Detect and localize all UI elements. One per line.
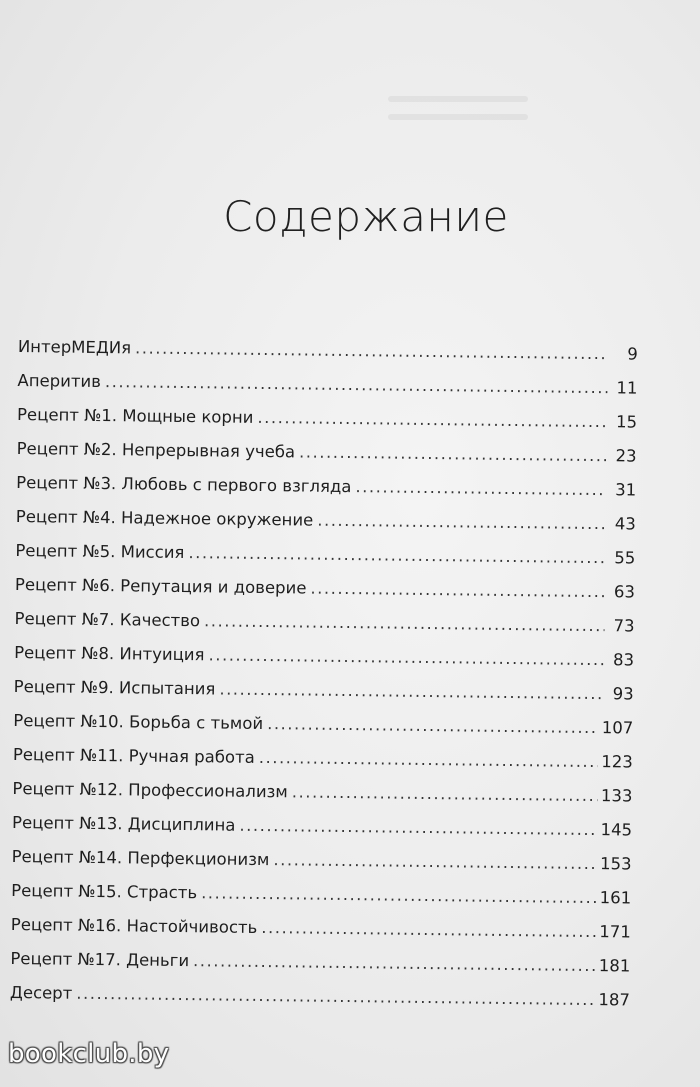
toc-entry-page-number: 133: [600, 786, 633, 806]
watermark: bookclub.by: [8, 1039, 170, 1069]
toc-leader-dots: [188, 543, 605, 567]
toc-entry-page-number: 161: [599, 888, 632, 908]
toc-entry-label: Рецепт №9. Испытания: [13, 676, 216, 699]
toc-leader-dots: [135, 338, 608, 363]
toc-entry-label: Рецепт №8. Интуиция: [14, 642, 205, 665]
toc-leader-dots: [267, 714, 598, 737]
toc-entry-page-number: 73: [613, 616, 635, 636]
toc-leader-dots: [219, 679, 604, 703]
toc-leader-dots: [201, 883, 596, 907]
toc-entry-page-number: 145: [600, 820, 633, 840]
toc-entry-page-number: 55: [614, 548, 636, 568]
toc-entry-label: Десерт: [9, 982, 73, 1003]
toc-leader-dots: [208, 645, 604, 669]
toc-leader-dots: [261, 918, 595, 941]
toc-entry-page-number: 181: [598, 956, 631, 976]
toc-leader-dots: [257, 408, 607, 431]
toc-entry-label: Рецепт №4. Надежное окружение: [15, 506, 314, 530]
toc-entry-label: Рецепт №6. Репутация и доверие: [14, 574, 307, 598]
toc-entry-page-number: 15: [615, 412, 638, 432]
toc-entry-label: ИнтерМЕДИя: [17, 337, 132, 358]
toc-entry-label: Рецепт №13. Дисциплина: [11, 812, 236, 835]
toc-entry-page-number: 9: [627, 344, 638, 364]
toc-entry-label: Рецепт №2. Непрерывная учеба: [16, 438, 296, 462]
toc-entry-label: Рецепт №16. Настойчивость: [10, 914, 258, 937]
toc-leader-dots: [273, 850, 596, 873]
toc-leader-dots: [310, 579, 605, 602]
toc-entry-page-number: 107: [601, 718, 634, 738]
toc-entry-label: Рецепт №15. Страсть: [11, 880, 198, 903]
toc-leader-dots: [259, 748, 598, 771]
toc-leader-dots: [355, 477, 606, 499]
toc-leader-dots: [292, 782, 597, 805]
toc-entry-page-number: 93: [612, 684, 634, 704]
show-through-text: [388, 96, 528, 136]
toc-leader-dots: [239, 816, 596, 839]
toc-entry-page-number: 31: [615, 480, 637, 500]
toc-entry-label: Рецепт №17. Деньги: [10, 948, 190, 971]
toc-entry-page-number: 43: [614, 514, 636, 534]
toc-entry-page-number: 23: [615, 446, 637, 466]
toc-entry-label: Рецепт №1. Мощные корни: [16, 404, 254, 427]
toc-entry-label: Рецепт №12. Профессионализм: [12, 778, 288, 802]
toc-entry-label: Рецепт №14. Перфекционизм: [11, 846, 270, 870]
toc-entry-label: Рецепт №5. Миссия: [15, 540, 185, 563]
toc-leader-dots: [299, 442, 607, 465]
toc-entry-label: Рецепт №10. Борьба с тьмой: [13, 710, 264, 734]
table-of-contents: [10, 337, 638, 1025]
toc-entry-label: Рецепт №3. Любовь с первого взгляда: [16, 472, 352, 497]
toc-entry: [10, 983, 630, 1025]
toc-entry-label: Рецепт №11. Ручная работа: [12, 744, 255, 767]
toc-entry-page-number: 171: [599, 922, 631, 942]
toc-entry-page-number: 83: [612, 650, 635, 670]
toc-entry-page-number: 11: [616, 378, 638, 398]
toc-leader-dots: [204, 611, 605, 635]
toc-entry-label: Аперитив: [17, 370, 102, 392]
toc-entry-label: Рецепт №7. Качество: [14, 608, 201, 631]
toc-leader-dots: [193, 951, 595, 975]
page-title: Содержание: [223, 192, 509, 241]
toc-entry-page-number: 187: [598, 990, 631, 1010]
toc-leader-dots: [317, 511, 606, 534]
toc-entry-page-number: 63: [613, 582, 636, 602]
toc-entry-page-number: 153: [599, 854, 632, 874]
toc-entry-page-number: 123: [601, 752, 633, 772]
